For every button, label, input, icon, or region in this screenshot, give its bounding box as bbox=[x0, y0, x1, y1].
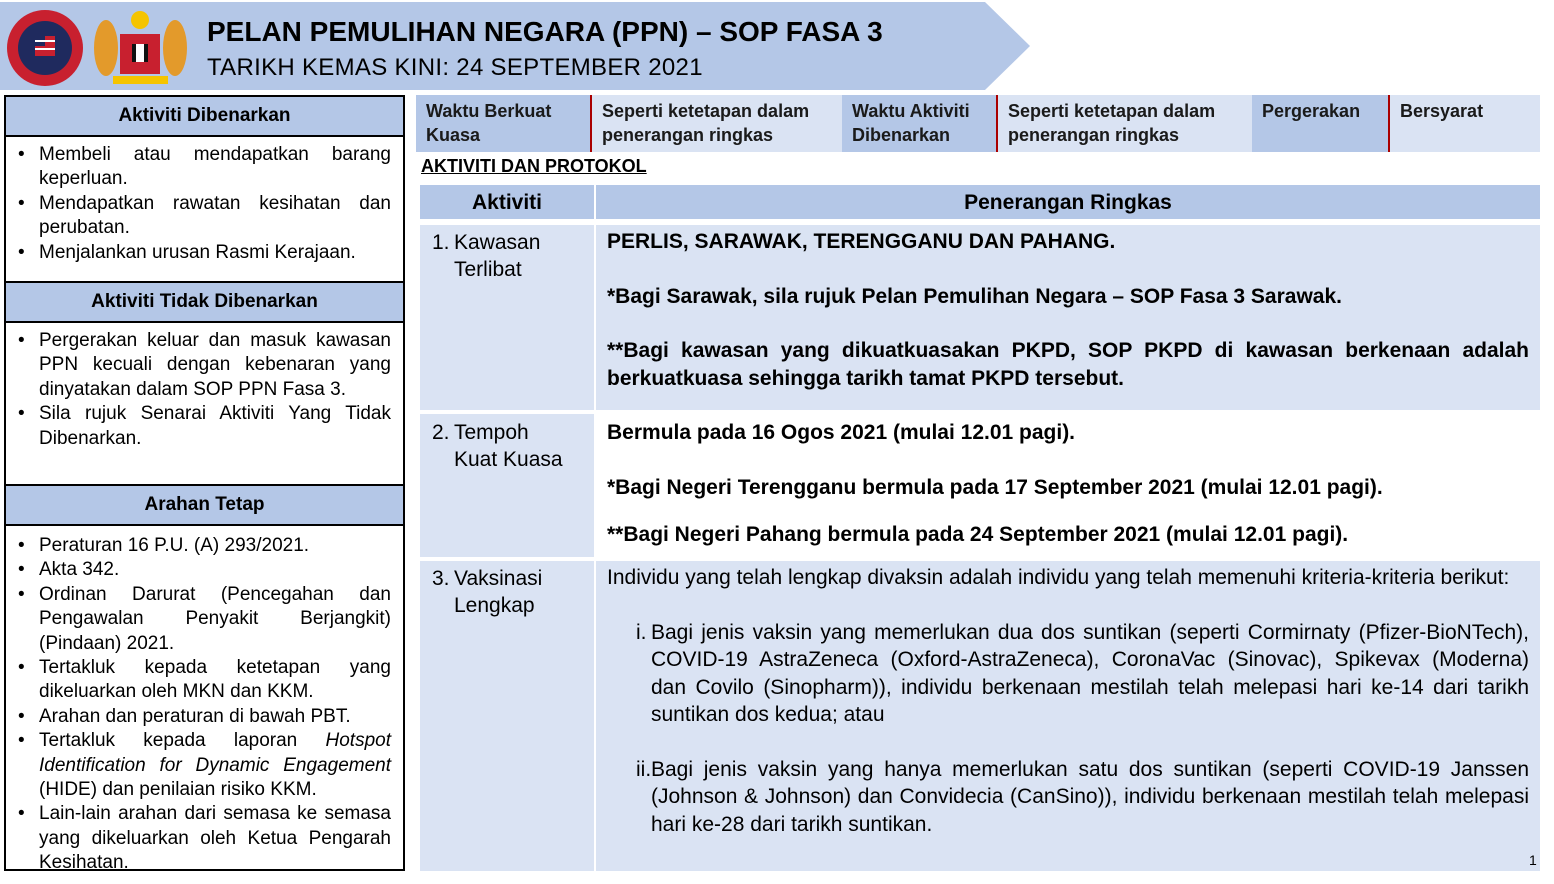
section-title: AKTIVITI DAN PROTOKOL bbox=[421, 156, 647, 176]
list-item: • Ordinan Darurat (Pencegahan dan Pengawalan Penyakit Berjangkit) (Pindaan) 2021. bbox=[16, 583, 391, 656]
allowed-list bbox=[6, 137, 403, 281]
activity-name: Lengkap bbox=[454, 594, 535, 617]
activity-name: Tempoh bbox=[454, 421, 529, 444]
sub-text: Bagi jenis vaksin yang memerlukan dua dos suntikan (seperti Cormirnaty (Pfizer-BioNTech), COVID-19 AstraZeneca (Oxford-AstraZeneca), CoronaVac (Sinovac), Spikevax (Moderna) dan Covilo (Sinopharm)), individu berkenaan mestilah telah melepasi hari ke-14 dari tarikh suntikan dos kedua; atau bbox=[651, 620, 1529, 726]
description-text: Bermula pada 16 Ogos 2021 (mulai 12.01 pagi). bbox=[607, 421, 1076, 444]
info-value: Seperti ketetapan dalam penerangan ringkas bbox=[996, 95, 1252, 152]
left-panel bbox=[4, 95, 405, 874]
activity-name: Kuat Kuasa bbox=[454, 448, 563, 471]
info-label: Pergerakan bbox=[1252, 95, 1388, 152]
page-title: PELAN PEMULIHAN NEGARA (PPN) – SOP FASA 3 bbox=[207, 16, 883, 47]
sub-item bbox=[636, 756, 1529, 839]
row-number: 1. bbox=[432, 231, 450, 254]
row-number: 2. bbox=[432, 421, 450, 444]
description-text: Individu yang telah lengkap divaksin adalah individu yang telah memenuhi kriteria-kriteria berikut: bbox=[607, 566, 1510, 589]
description-text: **Bagi kawasan yang dikuatkuasakan PKPD, SOP PKPD di kawasan berkenaan adalah berkuatkuasa sehingga tarikh tamat PKPD tersebut. bbox=[607, 339, 1529, 390]
description-cell bbox=[596, 225, 1540, 410]
description-text: PERLIS, SARAWAK, TERENGGANU DAN PAHANG. bbox=[607, 230, 1116, 253]
list-item: • Tertakluk kepada ketetapan yang dikeluarkan oleh MKN dan KKM. bbox=[16, 656, 391, 705]
list-item: • Arahan dan peraturan di bawah PBT. bbox=[16, 705, 391, 729]
not-allowed-list bbox=[6, 323, 403, 484]
activity-name: Vaksinasi bbox=[454, 567, 543, 590]
activity-cell bbox=[420, 414, 594, 557]
list-item: • Lain-lain arahan dari semasa ke semasa yang dikeluarkan oleh Ketua Pengarah Kesihatan. bbox=[16, 802, 391, 875]
sub-item bbox=[636, 619, 1529, 729]
description-text: **Bagi Negeri Pahang bermula pada 24 September 2021 (mulai 12.01 pagi). bbox=[607, 523, 1349, 546]
description-text: *Bagi Sarawak, sila rujuk Pelan Pemulihan Negara – SOP Fasa 3 Sarawak. bbox=[607, 284, 1342, 308]
allowed-heading: Aktiviti Dibenarkan bbox=[6, 97, 403, 137]
info-value: Seperti ketetapan dalam penerangan ringkas bbox=[590, 95, 842, 152]
list-item: • Sila rujuk Senarai Aktiviti Yang Tidak Dibenarkan. bbox=[16, 402, 391, 451]
activity-cell bbox=[420, 561, 594, 871]
item-text: (HIDE) dan penilaian risiko KKM. bbox=[39, 779, 317, 801]
info-label: Waktu Aktiviti Dibenarkan bbox=[842, 95, 996, 152]
coat-of-arms-logo bbox=[88, 8, 193, 88]
not-allowed-heading: Aktiviti Tidak Dibenarkan bbox=[6, 281, 403, 323]
info-bar bbox=[416, 95, 1540, 152]
list-item: • Pergerakan keluar dan masuk kawasan PPN kecuali dengan kebenaran yang dinyatakan dalam SOP PPN Fasa 3. bbox=[16, 329, 391, 402]
list-item: • Akta 342. bbox=[16, 558, 391, 582]
update-date: TARIKH KEMAS KINI: 24 SEPTEMBER 2021 bbox=[207, 54, 703, 81]
info-value: Bersyarat bbox=[1388, 95, 1540, 152]
sub-number: i. bbox=[636, 620, 647, 644]
sub-text: Bagi jenis vaksin yang hanya memerlukan satu dos suntikan (seperti COVID-19 Janssen (Johnson & Johnson) dan Convidecia (CanSino)), individu berkenaan mestilah telah melepasi hari ke-28 dari tarikh suntikan. bbox=[651, 757, 1529, 836]
list-item: • Membeli atau mendapatkan barang keperluan. bbox=[16, 143, 391, 192]
activity-name: Kawasan bbox=[454, 231, 541, 254]
page-number: 1 bbox=[1529, 852, 1537, 868]
list-item: • Mendapatkan rawatan kesihatan dan perubatan. bbox=[16, 192, 391, 241]
description-text: *Bagi Negeri Terengganu bermula pada 17 September 2021 (mulai 12.01 pagi). bbox=[607, 475, 1383, 499]
directives-heading: Arahan Tetap bbox=[6, 484, 403, 526]
row-number: 3. bbox=[432, 567, 450, 590]
column-header: Aktiviti bbox=[420, 185, 594, 219]
activity-cell bbox=[420, 225, 594, 410]
description-cell bbox=[596, 561, 1540, 871]
description-cell bbox=[596, 414, 1540, 557]
directives-list bbox=[6, 526, 403, 884]
list-item: • Peraturan 16 P.U. (A) 293/2021. bbox=[16, 534, 391, 558]
sub-number: ii. bbox=[636, 757, 652, 781]
item-italic: Hotspot Identification for Dynamic Engagement bbox=[39, 730, 391, 776]
nsc-logo bbox=[5, 8, 85, 88]
item-text: Tertakluk kepada laporan bbox=[39, 730, 326, 752]
column-header: Penerangan Ringkas bbox=[596, 185, 1540, 219]
info-label: Waktu Berkuat Kuasa bbox=[416, 95, 590, 152]
list-item: • Menjalankan urusan Rasmi Kerajaan. bbox=[16, 241, 391, 265]
list-item bbox=[16, 729, 391, 802]
activity-name: Terlibat bbox=[454, 258, 522, 281]
